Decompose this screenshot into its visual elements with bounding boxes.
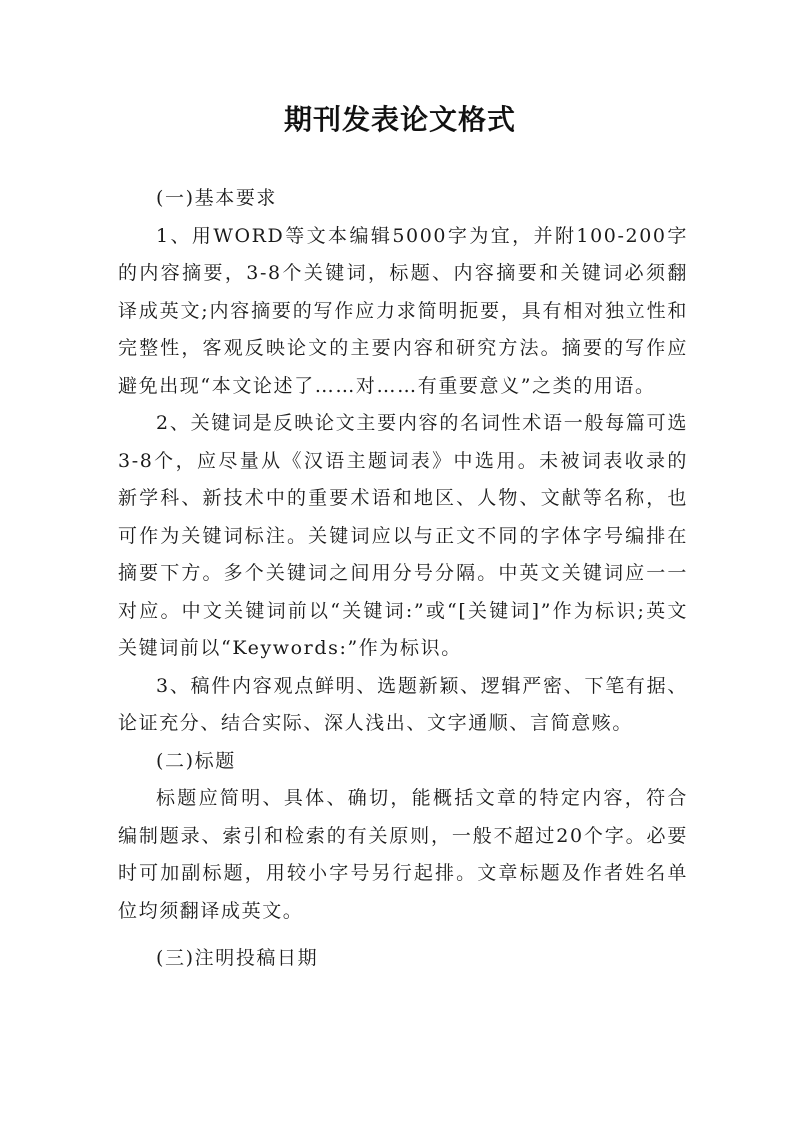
paragraph-keywords-requirements: 2、关键词是反映论文主要内容的名词性术语一般每篇可选3-8个，应尽量从《汉语主题词表》中选用。未被词表收录的新学科、新技术中的重要术语和地区、人物、文献等名称，也可作为关键词标注。关键词应以与正文不同的字体字号编排在摘要下方。多个关键词之间用分号分隔。中英文关键词应一一对应。中文关键词前以“关键词:”或“[关键词]”作为标识;英文关键词前以“Keywords:”作为标识。 [118, 412, 688, 659]
paragraph-word-count-requirements: 1、用WORD等文本编辑5000字为宜，并附100-200字的内容摘要，3-8个关键词，标题、内容摘要和关键词必须翻译成英文;内容摘要的写作应力求简明扼要，具有相对独立性和完整性，客观反映论文的主要内容和研究方法。摘要的写作应避免出现“本文论述了……对……有重要意义”之类的用语。 [118, 224, 688, 397]
document-title: 期刊发表论文格式 [283, 103, 516, 136]
section-heading-submission-date: (三)注明投稿日期 [156, 947, 319, 969]
section-heading-title: (二)标题 [156, 749, 236, 772]
document-body [118, 180, 688, 978]
section-heading-basic-requirements: (一)基本要求 [156, 187, 278, 209]
paragraph-title-requirements: 标题应简明、具体、确切，能概括文章的特定内容，符合编制题录、索引和检索的有关原则，一般不超过20个字。必要时可加副标题，用较小字号另行起排。文章标题及作者姓名单位均须翻译成英文。 [118, 787, 688, 922]
paragraph-content-requirements: 3、稿件内容观点鲜明、选题新颖、逻辑严密、下笔有据、论证充分、结合实际、深人浅出、文字通顺、言简意赅。 [118, 674, 688, 734]
